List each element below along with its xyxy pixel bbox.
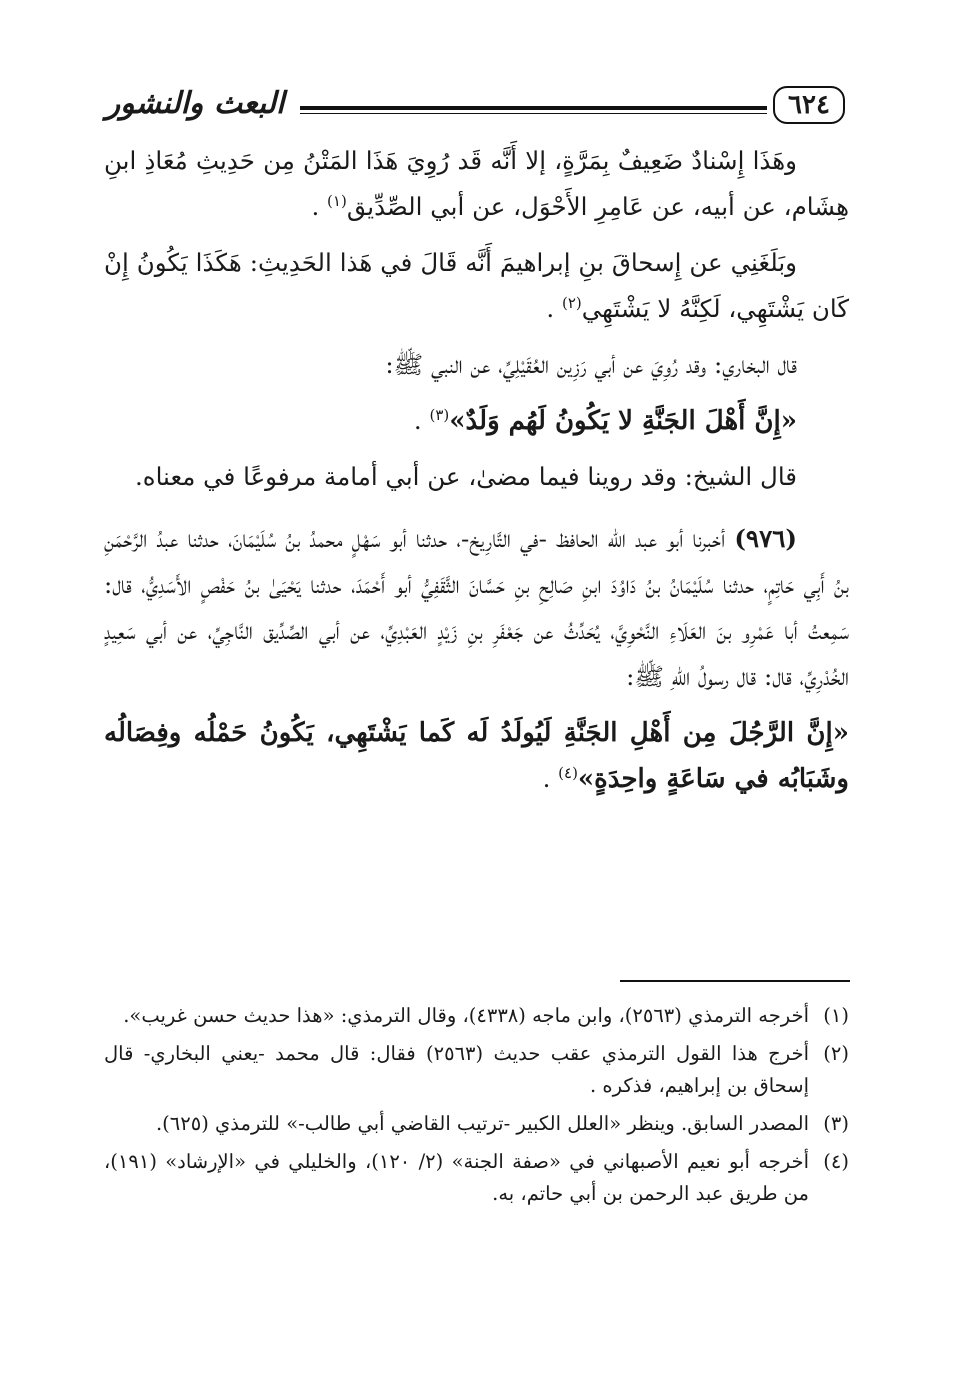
header-rule bbox=[300, 106, 767, 110]
main-text bbox=[104, 138, 849, 812]
footnote-ref-4: (٤) bbox=[558, 763, 578, 782]
paragraph-1: وهَذَا إِسْنادٌ ضَعِيفٌ بِمَرَّةٍ، إلا أَنَّه قَد رُوِيَ هَذَا المَتْنُ مِن حَدِيثِ مُعَاذِ ابنِ هِشَام، عن أبيه، عن عَامِرِ الأَحْوَل، عن أبي الصِّدِّيق$^{(١)}$ . bbox=[104, 146, 849, 221]
footnote-3: (٣) المصدر السابق. وينظر «العلل الكبير -ترتيب القاضي أبي طالب-» للترمذي (٦٢٥). bbox=[155, 1112, 849, 1135]
footnote-4: (٤) أخرجه أبو نعيم الأصبهاني في «صفة الجنة» (٢/ ١٢٠)، والخليلي في «الإرشاد» (١٩١)، من طريق عبد الرحمن بن أبي حاتم، به. bbox=[104, 1150, 849, 1205]
footnote-separator bbox=[620, 980, 850, 982]
footnote-ref-1: (١) bbox=[327, 191, 347, 210]
running-title: البعث والنشور bbox=[105, 86, 285, 121]
footnotes bbox=[104, 1000, 849, 1216]
hadith-2: «إِنَّ الرَّجُلَ مِن أَهْلِ الجَنَّةِ لَيُولَدُ لَه كَما يَشْتَهِي، يَكُونُ حَمْلُه وفِصَالُه وشَبَابُه في سَاعَةٍ واحِدَةٍ»$^{(٤)}$ . bbox=[104, 718, 849, 794]
hadith-1: «إِنَّ أَهْلَ الجَنَّةِ لا يَكُونُ لَهُم وَلَدٌ»$^{(٣)}$ . bbox=[413, 405, 797, 436]
narration-976: (٩٧٦) أخبرنا أبو عبد الله الحافظ -في التَّارِيخ-، حدثنا أبو سَهْلٍ محمدُ بنُ سُلَيْمَانَ، حدثنا عبدُ الرَّحْمَنِ بنُ أَبِي حَاتِمٍ، حدثنا سُلَيْمَانُ بنُ دَاوُدَ ابنِ صَالِحِ بنِ حَسَّانَ الثَّقَفِيُّ أبو أَحْمَدَ، حدثنا يَحْيَىٰ بنُ حَفْصٍ الأَسَدِيُّ، قال: سَمِعتُ أبا عَمْرِو بنَ العَلَاءِ النَّحْوِيَّ، يُحَدِّثُ عن جَعْفَرِ بنِ زَيْدٍ العَبْدِيِّ، عن أبي الصِّدِّيق النَّاجِيِّ، عن أبي سَعِيدٍ الخُدْرِيِّ، قال: قال رسولُ اللهِ ﷺ: bbox=[104, 524, 849, 691]
footnote-1: (١) أخرجه الترمذي (٢٥٦٣)، وابن ماجه (٤٣٣٨)، وقال الترمذي: «هذا حديث حسن غريب». bbox=[123, 1004, 849, 1027]
header-rule-thin bbox=[300, 113, 767, 114]
footnote-ref-2: (٢) bbox=[561, 293, 582, 312]
footnote-ref-3: (٣) bbox=[429, 405, 450, 424]
footnote-2: (٢) أخرج هذا القول الترمذي عقب حديث (٢٥٦٣) فقال: قال محمد -يعني البخاري- قال إسحاق بن إبراهيم، فذكره . bbox=[104, 1042, 849, 1097]
narration-number: (٩٧٦) bbox=[734, 524, 797, 553]
paragraph-2: وبَلَغَنِي عن إِسحاقَ بنِ إبراهيمَ أَنَّه قَالَ في هَذا الحَدِيثِ: هَكَذَا يَكُونُ إِنْ كَان يَشْتَهِي، لَكِنَّهُ لا يَشْتَهِي$^{(٢)}$ . bbox=[104, 248, 849, 323]
paragraph-5: قال الشيخ: وقد روينا فيما مضىٰ، عن أبي أمامة مرفوعًا في معناه. bbox=[134, 462, 797, 491]
paragraph-3: قال البخاري: وقد رُوِيَ عن أبي رَزِين العُقَيْلِيِّ، عن النبي ﷺ: bbox=[385, 350, 797, 379]
page-header bbox=[95, 82, 845, 126]
page-number: ٦٢٤ bbox=[773, 86, 845, 124]
